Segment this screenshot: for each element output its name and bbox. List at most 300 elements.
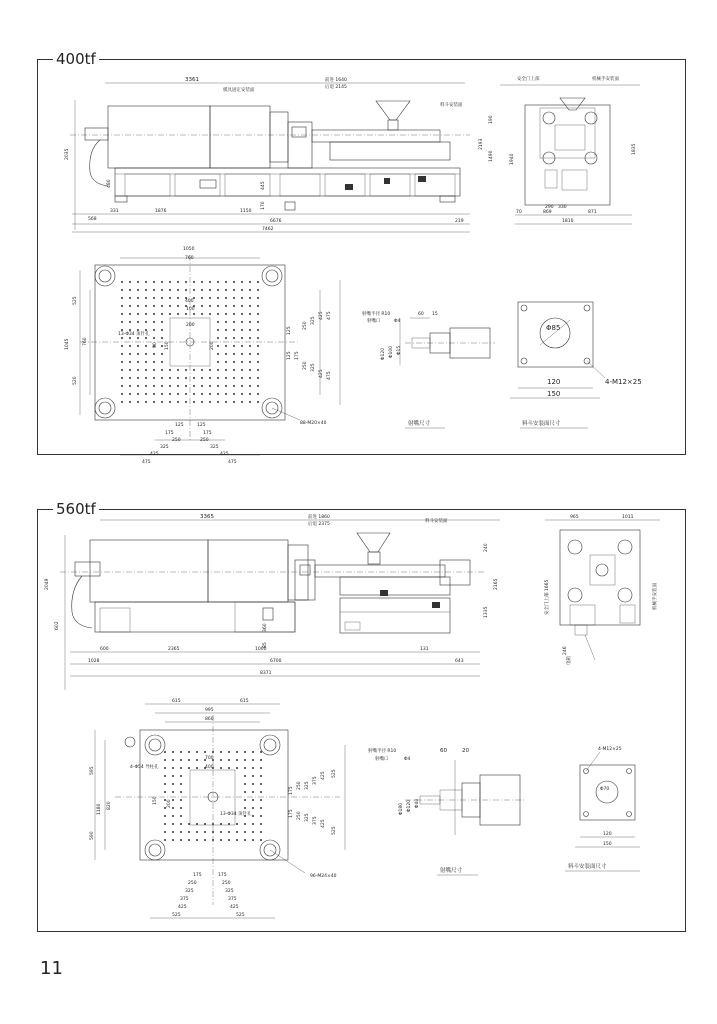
tapped-hole (260, 839, 262, 841)
hopper-400tf (510, 302, 642, 428)
tapped-hole (201, 281, 203, 283)
tapped-hole (241, 377, 243, 379)
tapped-hole (257, 313, 259, 315)
tapped-hole (145, 329, 147, 331)
tapped-hole (169, 313, 171, 315)
dim-label: 1876 (155, 209, 167, 214)
dim-label: 料斗安装面 (425, 519, 448, 524)
tapped-hole (137, 313, 139, 315)
platen-dim: 125 (287, 351, 292, 360)
tapped-hole (249, 289, 251, 291)
tapped-hole (217, 361, 219, 363)
nozzle-label: 射嘴半径 R10 (368, 749, 397, 754)
tapped-hole (249, 313, 251, 315)
tapped-hole (137, 297, 139, 299)
tapped-hole (244, 791, 246, 793)
dim-label: 前进 1860 (308, 515, 330, 520)
tapped-hole (244, 823, 246, 825)
nozzle-label: 射嘴半径 R10 (362, 312, 391, 317)
tapped-hole (145, 353, 147, 355)
tapped-hole (164, 791, 166, 793)
tapped-hole (244, 839, 246, 841)
dim-label: 190 (489, 115, 494, 124)
platen-dim: 150 (165, 341, 170, 350)
dim-label: 1150 (240, 209, 252, 214)
tapped-hole (161, 313, 163, 315)
hopper-note: 4-M12×25 (598, 747, 622, 752)
tapped-hole (145, 305, 147, 307)
tapped-hole (169, 289, 171, 291)
tapped-hole (185, 401, 187, 403)
end-dim: 1011 (622, 515, 634, 520)
dim-label: 1490 (489, 150, 494, 162)
dim-label: 3365 (200, 514, 214, 520)
tapped-hole (249, 297, 251, 299)
tapped-hole (172, 815, 174, 817)
tapped-hole (201, 297, 203, 299)
tapped-hole (217, 305, 219, 307)
dim-label: 240 (484, 543, 489, 552)
dim-label: 568 (88, 217, 97, 222)
tapped-hole (260, 767, 262, 769)
platen-dim: 475 (228, 460, 237, 465)
platen-dims-400tf (64, 246, 332, 465)
tapped-hole (193, 369, 195, 371)
nozzle-label: Φ4 (394, 319, 401, 324)
tapped-hole (257, 401, 259, 403)
tapped-hole (180, 759, 182, 761)
hopper-dim: 120 (547, 378, 561, 386)
tapped-hole (169, 393, 171, 395)
tapped-hole (257, 281, 259, 283)
platen-dim: 125 (287, 326, 292, 335)
tapped-hole (209, 305, 211, 307)
hopper-title: 料斗安装面尺寸 (522, 421, 561, 427)
dim-label: 前进 1640 (325, 78, 347, 83)
tapped-hole (161, 289, 163, 291)
tapped-hole (161, 401, 163, 403)
tapped-hole (129, 345, 131, 347)
tapped-hole (172, 807, 174, 809)
tapped-hole (225, 297, 227, 299)
tapped-hole (217, 377, 219, 379)
tapped-hole (209, 281, 211, 283)
tapped-hole (164, 775, 166, 777)
nozzle-dim: Φ180 (399, 802, 404, 815)
end-dim: 330 (558, 205, 567, 210)
tapped-hole (257, 337, 259, 339)
tapped-hole (188, 751, 190, 753)
tapped-hole (129, 377, 131, 379)
platen-dim: 615 (240, 699, 249, 704)
tapped-hole (145, 321, 147, 323)
tapped-hole (244, 799, 246, 801)
tapped-hole (225, 313, 227, 315)
tapped-hole (217, 337, 219, 339)
tapped-hole (220, 823, 222, 825)
tapped-hole (164, 783, 166, 785)
tapped-hole (193, 281, 195, 283)
tapped-hole (172, 751, 174, 753)
tapped-hole (228, 759, 230, 761)
tapped-hole (129, 313, 131, 315)
hopper-title: 料斗安装面尺寸 (568, 864, 607, 870)
tapped-hole (161, 369, 163, 371)
tapped-hole (196, 839, 198, 841)
nozzle-dim: Φ120 (407, 799, 412, 812)
tapped-hole (137, 321, 139, 323)
tapped-hole (164, 759, 166, 761)
tapped-hole (129, 337, 131, 339)
tapped-hole (209, 297, 211, 299)
platen-dim: 860 (205, 717, 214, 722)
tapped-hole (129, 401, 131, 403)
tapped-hole (153, 281, 155, 283)
tapped-hole (217, 369, 219, 371)
tapped-hole (193, 393, 195, 395)
tapped-hole (164, 751, 166, 753)
tapped-hole (180, 799, 182, 801)
tapped-hole (145, 281, 147, 283)
tapped-hole (121, 313, 123, 315)
tapped-hole (220, 839, 222, 841)
tapped-hole (204, 823, 206, 825)
tapped-hole (169, 297, 171, 299)
dim-label: 643 (455, 659, 464, 664)
platen-dim: 400 (205, 765, 214, 770)
platen-dim: 200 (210, 341, 215, 350)
platen-dim: 525 (332, 769, 337, 778)
tapped-hole (212, 751, 214, 753)
nozzle-560tf (368, 747, 525, 875)
end-label: 安全门上部 (517, 77, 540, 82)
tapped-hole (177, 393, 179, 395)
tapped-hole (153, 289, 155, 291)
tapped-hole (121, 377, 123, 379)
tapped-hole (193, 289, 195, 291)
tapped-hole (249, 377, 251, 379)
tapped-hole (172, 783, 174, 785)
platen-dim: 475 (327, 371, 332, 380)
tapped-hole (252, 767, 254, 769)
tapped-hole (145, 337, 147, 339)
tapped-hole (217, 313, 219, 315)
tapped-hole (241, 305, 243, 307)
tapped-hole (241, 313, 243, 315)
tapped-hole (172, 767, 174, 769)
tapped-hole (161, 305, 163, 307)
platen-dim: 325 (210, 445, 219, 450)
tapped-hole (257, 329, 259, 331)
tapped-hole (233, 313, 235, 315)
tapped-hole (161, 385, 163, 387)
tapped-hole (137, 305, 139, 307)
platen-dim: 425 (150, 452, 159, 457)
tapped-hole (225, 377, 227, 379)
tapped-hole (129, 289, 131, 291)
dim-label: 8371 (260, 671, 272, 676)
nozzle-400tf (362, 310, 495, 428)
tapped-hole (233, 281, 235, 283)
tapped-hole (252, 775, 254, 777)
dim-label: 331 (110, 209, 119, 214)
tapped-hole (121, 329, 123, 331)
platen-dim: 525 (73, 296, 78, 305)
tapped-hole (244, 831, 246, 833)
tapped-hole (241, 281, 243, 283)
tapped-hole (225, 329, 227, 331)
dim-label: 模具固定安装面 (223, 88, 255, 93)
tapped-hole (188, 759, 190, 761)
platen-dim: 175 (218, 873, 227, 878)
platen-dim: 250 (297, 781, 302, 790)
dim-label: 料斗安装面 (440, 103, 463, 108)
dim-label: 2049 (45, 578, 50, 590)
tapped-hole (121, 337, 123, 339)
tapped-hole (129, 369, 131, 371)
tapped-hole (137, 289, 139, 291)
tapped-hole (236, 823, 238, 825)
platen-dim: 425 (319, 369, 324, 378)
tapped-hole (121, 369, 123, 371)
tapped-hole (188, 823, 190, 825)
nozzle-label: 15 (432, 312, 438, 317)
platen-dim: 250 (200, 438, 209, 443)
tapped-hole (252, 823, 254, 825)
tapped-hole (177, 281, 179, 283)
platen-dim: 250 (297, 811, 302, 820)
tapped-hole (201, 369, 203, 371)
tapped-hole (260, 775, 262, 777)
tapped-hole (257, 369, 259, 371)
tapped-hole (257, 305, 259, 307)
tapped-hole (225, 361, 227, 363)
tapped-hole (217, 289, 219, 291)
tapped-hole (153, 377, 155, 379)
tapped-hole (129, 305, 131, 307)
platen-dim: 250 (188, 881, 197, 886)
side-dims-560tf (44, 513, 499, 676)
tapped-hole (201, 385, 203, 387)
tapped-hole (225, 353, 227, 355)
tapped-hole (260, 831, 262, 833)
platen-dim: 250 (303, 321, 308, 330)
tapped-hole (249, 369, 251, 371)
platen-dim: 615 (172, 699, 181, 704)
tapped-hole (196, 759, 198, 761)
panel-title-560tf: 560tf (53, 500, 99, 518)
tapped-hole (121, 289, 123, 291)
tapped-hole (185, 393, 187, 395)
tapped-hole (249, 345, 251, 347)
tapped-hole (225, 289, 227, 291)
tapped-hole (161, 353, 163, 355)
tapped-hole (180, 751, 182, 753)
tapped-hole (204, 839, 206, 841)
tapped-hole (233, 369, 235, 371)
tapped-hole (137, 329, 139, 331)
tapped-hole (180, 815, 182, 817)
platen-dim: 175 (289, 809, 294, 818)
tapped-hole (225, 337, 227, 339)
tapped-hole (153, 361, 155, 363)
tapped-hole (129, 385, 131, 387)
tapped-hole (225, 305, 227, 307)
platen-dim: 375 (313, 816, 318, 825)
tapped-hole (217, 401, 219, 403)
tapped-hole (225, 393, 227, 395)
nozzle-dim: Φ120 (381, 347, 386, 360)
tapped-hole (164, 767, 166, 769)
tapped-hole (161, 321, 163, 323)
tapped-hole (145, 393, 147, 395)
tapped-hole (129, 281, 131, 283)
platen-note: 4-Φ54 导柱孔 (130, 765, 159, 770)
tapped-hole (193, 313, 195, 315)
tapped-hole (196, 831, 198, 833)
tapped-hole (260, 751, 262, 753)
tapped-hole (260, 815, 262, 817)
tapped-hole (244, 767, 246, 769)
tapped-hole (257, 345, 259, 347)
tapped-hole (188, 839, 190, 841)
tapped-hole (257, 385, 259, 387)
tapped-hole (145, 313, 147, 315)
tapped-hole (212, 823, 214, 825)
side-dims-400tf (64, 76, 494, 232)
tapped-hole (225, 401, 227, 403)
platen-dim: 150 (153, 796, 158, 805)
tapped-hole (169, 305, 171, 307)
tapped-hole (228, 751, 230, 753)
tapped-hole (233, 377, 235, 379)
tapped-hole (233, 353, 235, 355)
tapped-hole (241, 345, 243, 347)
platen-note: 13-Φ34 顶针孔 (118, 332, 150, 337)
nozzle-title: 射嘴尺寸 (408, 421, 431, 427)
tapped-hole (260, 759, 262, 761)
platen-dim: 425 (230, 905, 239, 910)
tapped-hole (137, 345, 139, 347)
tapped-hole (145, 401, 147, 403)
platen-dim: 760 (83, 337, 88, 346)
dim-label: 2165 (494, 578, 499, 590)
end-label: 电箱 (567, 656, 572, 665)
tapped-hole (121, 401, 123, 403)
dim-label: 219 (455, 219, 464, 224)
tapped-hole (252, 783, 254, 785)
tapped-hole (177, 297, 179, 299)
tapped-hole (121, 345, 123, 347)
tapped-hole (153, 385, 155, 387)
tapped-hole (225, 281, 227, 283)
tapped-hole (249, 393, 251, 395)
dim-label: 602 (55, 621, 60, 630)
platen-dim: 1180 (97, 803, 102, 815)
tapped-hole (121, 361, 123, 363)
tapped-hole (252, 831, 254, 833)
tapped-hole (241, 321, 243, 323)
end-dim: 机械手安装面 (653, 583, 658, 610)
tapped-hole (209, 313, 211, 315)
dim-label: 360 (263, 623, 268, 632)
tapped-hole (241, 401, 243, 403)
tapped-hole (196, 751, 198, 753)
tapped-hole (164, 815, 166, 817)
tapped-hole (201, 289, 203, 291)
dim-label: 131 (420, 647, 429, 652)
platen-dim: 200 (186, 323, 195, 328)
end-dim: 290 (545, 205, 554, 210)
end-dim: 1835 (632, 143, 637, 155)
tapped-hole (137, 337, 139, 339)
tapped-hole (249, 281, 251, 283)
tapped-hole (228, 823, 230, 825)
platen-dim: 325 (225, 889, 234, 894)
tapped-hole (177, 401, 179, 403)
tapped-hole (137, 377, 139, 379)
tapped-hole (129, 321, 131, 323)
tapped-hole (233, 289, 235, 291)
tapped-hole (244, 751, 246, 753)
nozzle-label: 射嘴口 (375, 757, 389, 762)
tapped-hole (185, 369, 187, 371)
tapped-hole (233, 337, 235, 339)
platen-dim: 175 (165, 431, 174, 436)
tapped-hole (249, 305, 251, 307)
tapped-hole (260, 791, 262, 793)
tapped-hole (180, 775, 182, 777)
side-view-560tf (60, 520, 500, 690)
tapped-hole (129, 297, 131, 299)
hopper-dim: 150 (603, 842, 612, 847)
end-view-400tf (500, 75, 640, 224)
tapped-hole (153, 337, 155, 339)
platen-dim: 125 (197, 423, 206, 428)
tapped-hole (204, 831, 206, 833)
tapped-hole (137, 361, 139, 363)
tapped-hole (220, 831, 222, 833)
tapped-hole (169, 377, 171, 379)
tapped-hole (241, 385, 243, 387)
tapped-hole (121, 353, 123, 355)
tapped-hole (252, 799, 254, 801)
tapped-hole (153, 305, 155, 307)
tapped-hole (233, 305, 235, 307)
end-dim: 安全门上部 1665 (545, 579, 550, 615)
tapped-hole (249, 401, 251, 403)
tapped-hole (177, 305, 179, 307)
end-dim: 871 (588, 210, 597, 215)
tapped-hole (193, 377, 195, 379)
tapped-hole (257, 377, 259, 379)
platen-dim: 375 (313, 776, 318, 785)
tapped-hole (260, 799, 262, 801)
tapped-hole (233, 361, 235, 363)
platen-dim: 475 (142, 460, 151, 465)
tapped-hole (129, 353, 131, 355)
hopper-560tf (565, 746, 640, 871)
platen-dim: 250 (222, 881, 231, 886)
tapped-hole (153, 321, 155, 323)
tapped-hole (257, 321, 259, 323)
platen-dim: 325 (160, 445, 169, 450)
platen-dim: 175 (193, 873, 202, 878)
tapped-hole (260, 783, 262, 785)
platen-dim: 175 (289, 786, 294, 795)
tapped-hole (212, 839, 214, 841)
tapped-hole (164, 839, 166, 841)
